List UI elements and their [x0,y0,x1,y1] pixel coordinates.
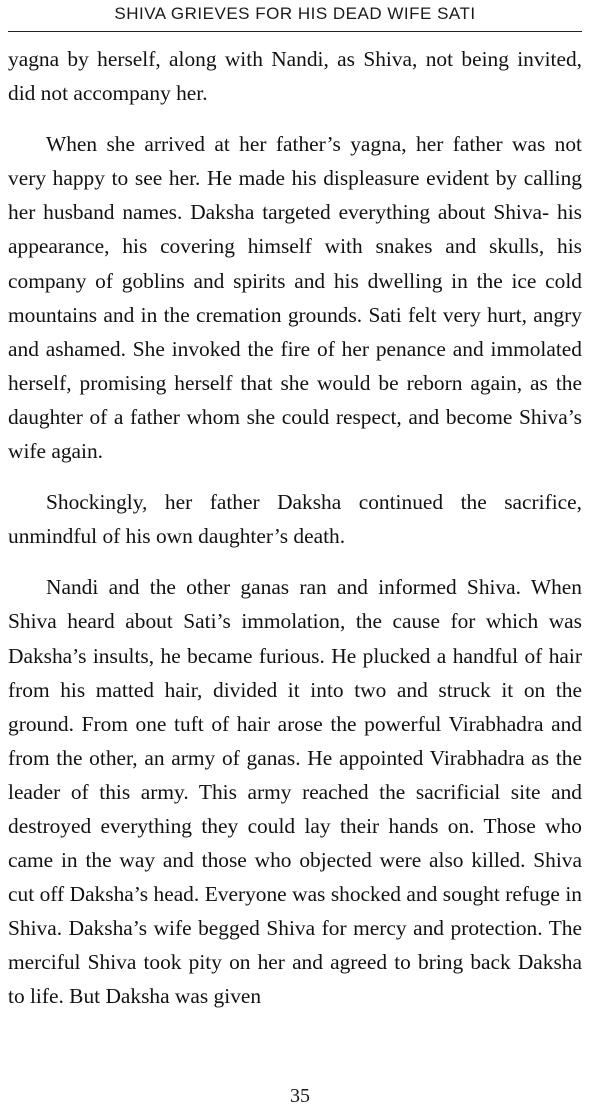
paragraph-continued: yagna by herself, along with Nandi, as Shiva, not being invited, did not accompany her. [8,47,582,106]
paragraph-sacrifice-continued: Shockingly, her father Daksha continued the sacrifice, unmindful of his own daughter’s death. [8,490,582,549]
header-rule [8,31,582,32]
running-head: SHIVA GRIEVES FOR HIS DEAD WIFE SATI [114,4,476,23]
body-text [8,42,582,1014]
paragraph-shiva-fury: Nandi and the other ganas ran and informed Shiva. When Shiva heard about Sati’s immolation, the cause for which was Daksha’s insults, he became furious. He plucked a handful of hair from his matted hair, divided it into two and struck it on the ground. From one tuft of hair arose the powerful Virabhadra and from the other, an army of ganas. He appointed Virabhadra as the leader of this army. This army reached the sacrificial site and destroyed everything they could lay their hands on. Those who came in the way and those who objected were also killed. Shiva cut off Daksha’s head. Everyone was shocked and sought refuge in Shiva. Daksha’s wife begged Shiva for mercy and protection. The merciful Shiva took pity on her and agreed to bring back Daksha to life. But Daksha was given [8,575,582,1009]
page-number: 35 [290,1085,310,1107]
paragraph-yagna-arrival: When she arrived at her father’s yagna, her father was not very happy to see her. He made his displeasure evident by calling her husband names. Daksha targeted everything about Shiva- his appearance, his covering himself with snakes and skulls, his company of goblins and spirits and his dwelling in the ice cold mountains and in the cremation grounds. Sati felt very hurt, angry and ashamed. She invoked the fire of her penance and immolated herself, promising herself that she would be reborn again, as the daughter of a father whom she could respect, and become Shiva’s wife again. [8,132,582,464]
